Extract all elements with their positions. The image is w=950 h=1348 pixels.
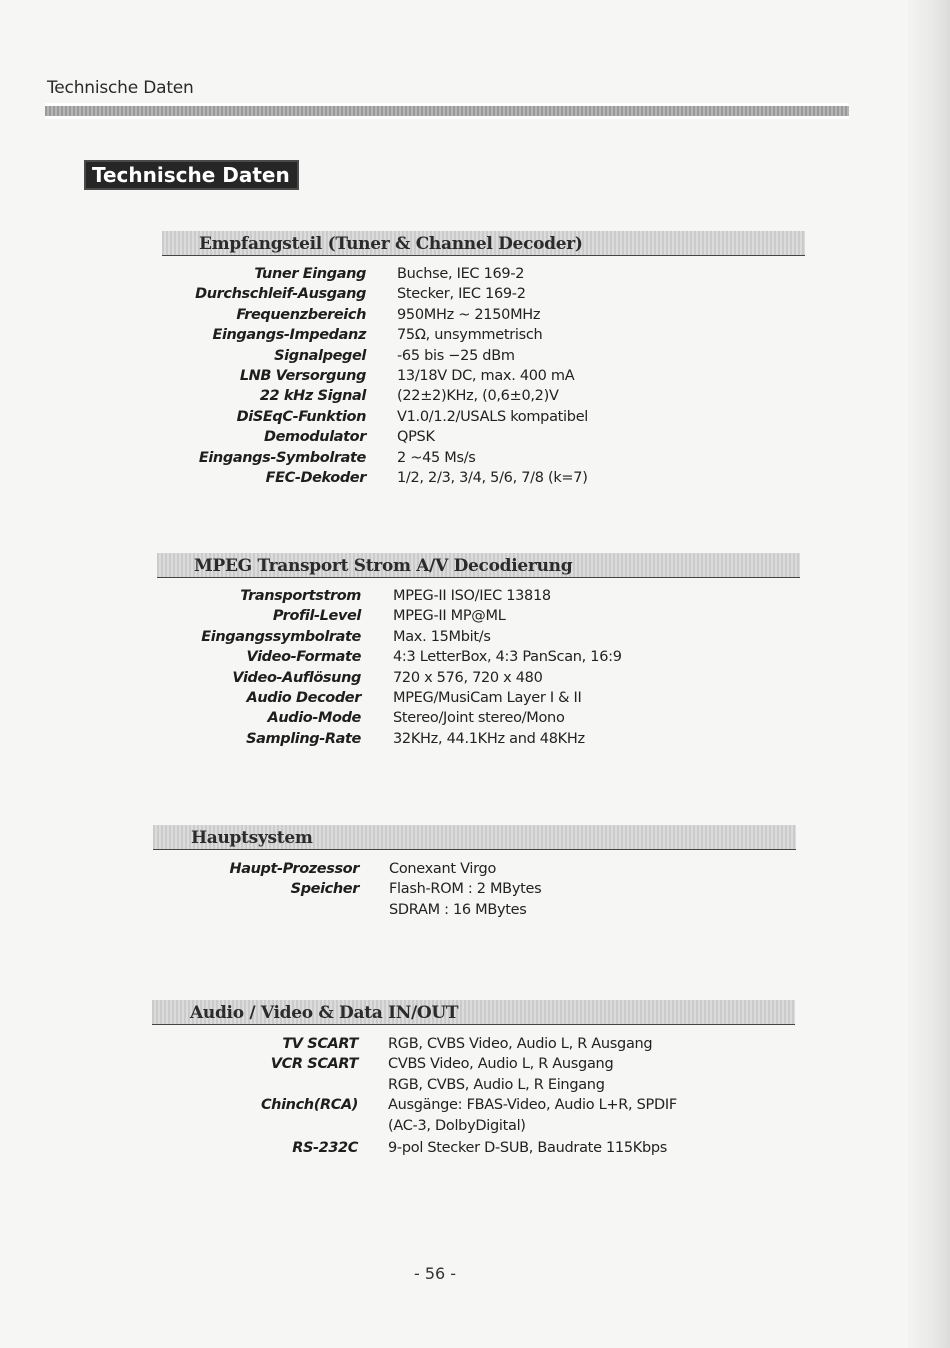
spec-row <box>153 859 796 879</box>
spec-row <box>152 1054 795 1074</box>
spec-value: (22±2)KHz, (0,6±0,2)V <box>397 388 559 405</box>
section-title: MPEG Transport Strom A/V Decodierung <box>194 556 573 576</box>
spec-label: FEC-Dekoder <box>265 469 366 486</box>
spec-value: MPEG-II ISO/IEC 13818 <box>393 588 551 604</box>
spec-label: LNB Versorgung <box>239 367 366 384</box>
spec-row <box>162 427 805 447</box>
spec-label: Speicher <box>290 881 359 898</box>
spec-row <box>162 386 805 406</box>
section-title: Hauptsystem <box>191 828 313 848</box>
spec-label: Eingangs-Symbolrate <box>198 449 366 466</box>
spec-label: Haupt-Prozessor <box>229 861 359 877</box>
spec-row <box>162 305 805 325</box>
spec-label: Sampling-Rate <box>246 730 361 747</box>
spec-label: TV SCART <box>282 1036 358 1052</box>
spec-label: Eingangs-Impedanz <box>212 327 366 344</box>
spec-label: Audio-Mode <box>267 710 361 727</box>
spec-row <box>153 879 796 899</box>
page-number: - 56 - <box>413 1264 457 1283</box>
spec-label: 22 kHz Signal <box>259 388 366 405</box>
spec-value: 2 ~45 Ms/s <box>397 449 476 466</box>
spec-row <box>162 325 805 345</box>
spec-row <box>157 627 800 647</box>
section-title: Empfangsteil (Tuner & Channel Decoder) <box>199 234 583 254</box>
spec-row <box>157 729 800 749</box>
spec-row <box>162 284 805 304</box>
spec-label: Chinch(RCA) <box>260 1097 358 1114</box>
spec-label: Durchschleif-Ausgang <box>195 286 366 303</box>
spec-row <box>162 264 805 284</box>
spec-label: Eingangssymbolrate <box>201 628 361 645</box>
spec-row <box>153 900 796 920</box>
section-title: Audio / Video & Data IN/OUT <box>190 1003 459 1023</box>
spec-value: MPEG/MusiCam Layer I & II <box>393 689 582 706</box>
spec-label: Video-Auflösung <box>232 669 361 686</box>
page-edge-shadow <box>908 0 950 1348</box>
spec-row <box>162 346 805 366</box>
spec-value: 13/18V DC, max. 400 mA <box>397 367 575 384</box>
spec-value: Buchse, IEC 169-2 <box>397 266 525 282</box>
spec-label: Profil-Level <box>272 608 361 625</box>
spec-row <box>152 1095 795 1115</box>
spec-value: 720 x 576, 720 x 480 <box>393 669 543 686</box>
spec-label: DiSEqC-Funktion <box>236 408 366 425</box>
spec-label: Audio Decoder <box>246 689 361 706</box>
spec-row <box>157 606 800 626</box>
spec-value: MPEG-II MP@ML <box>393 608 506 625</box>
spec-value: Max. 15Mbit/s <box>393 628 491 645</box>
spec-label: Video-Formate <box>246 649 361 666</box>
spec-row <box>162 468 805 488</box>
spec-value: Ausgänge: FBAS-Video, Audio L+R, SPDIF <box>388 1097 677 1114</box>
spec-value: 9-pol Stecker D-SUB, Baudrate 115Kbps <box>388 1139 668 1156</box>
page-title: Technische Daten <box>84 160 299 190</box>
spec-label: Tuner Eingang <box>254 266 366 282</box>
spec-row <box>152 1138 795 1158</box>
spec-value: Conexant Virgo <box>389 861 497 877</box>
spec-row <box>157 708 800 728</box>
spec-row <box>152 1034 795 1054</box>
spec-row <box>157 647 800 667</box>
spec-label: Frequenzbereich <box>236 306 366 323</box>
running-header: Technische Daten <box>47 78 194 98</box>
spec-row <box>162 448 805 468</box>
spec-label: Signalpegel <box>274 347 366 364</box>
spec-value: RGB, CVBS, Audio L, R Eingang <box>388 1076 605 1093</box>
spec-value: RGB, CVBS Video, Audio L, R Ausgang <box>388 1036 653 1052</box>
spec-value: SDRAM : 16 MBytes <box>389 901 527 918</box>
spec-row <box>157 586 800 606</box>
spec-value: 4:3 LetterBox, 4:3 PanScan, 16:9 <box>393 649 622 666</box>
spec-value: V1.0/1.2/USALS kompatibel <box>397 408 589 425</box>
spec-row <box>162 366 805 386</box>
spec-value: Flash-ROM : 2 MBytes <box>389 881 542 898</box>
spec-value: 32KHz, 44.1KHz and 48KHz <box>393 730 585 747</box>
spec-row <box>152 1075 795 1095</box>
spec-row <box>162 407 805 427</box>
spec-label: VCR SCART <box>270 1056 358 1073</box>
spec-value: Stereo/Joint stereo/Mono <box>393 710 565 727</box>
spec-label: Transportstrom <box>240 588 361 604</box>
header-rule <box>45 103 849 119</box>
spec-label: Demodulator <box>263 429 366 446</box>
spec-value: CVBS Video, Audio L, R Ausgang <box>388 1056 614 1073</box>
spec-label: RS-232C <box>292 1139 358 1156</box>
spec-value: QPSK <box>397 429 435 446</box>
spec-value: -65 bis −25 dBm <box>397 347 515 364</box>
spec-value: (AC-3, DolbyDigital) <box>388 1117 526 1134</box>
spec-row <box>152 1116 795 1136</box>
spec-row <box>157 688 800 708</box>
spec-value: 950MHz ~ 2150MHz <box>397 306 541 323</box>
spec-value: 1/2, 2/3, 3/4, 5/6, 7/8 (k=7) <box>397 469 588 486</box>
spec-row <box>157 668 800 688</box>
spec-value: Stecker, IEC 169-2 <box>397 286 526 303</box>
spec-value: 75Ω, unsymmetrisch <box>397 327 543 344</box>
